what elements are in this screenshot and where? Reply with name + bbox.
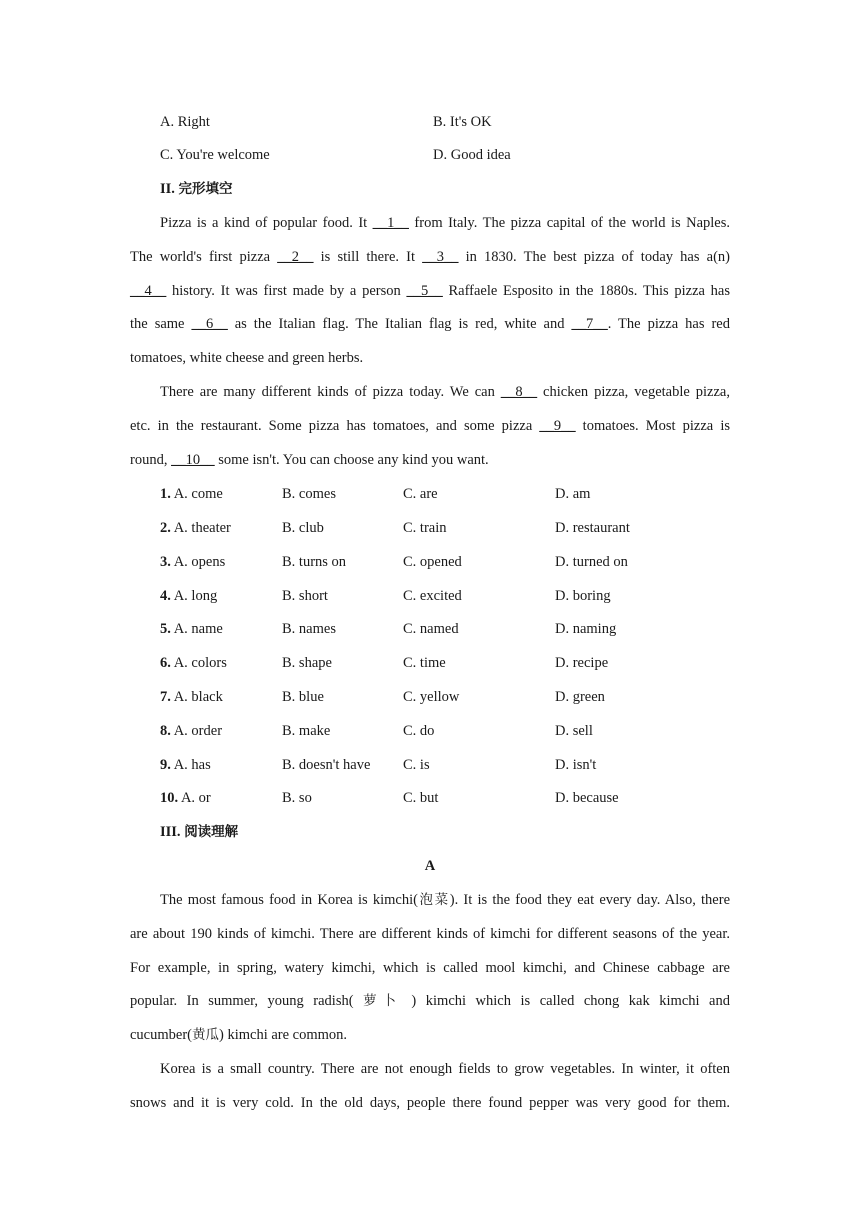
option-c: C. time bbox=[403, 655, 446, 671]
option-d: D. turned on bbox=[555, 554, 628, 570]
section-3-numeral: III. bbox=[160, 824, 181, 840]
option-c: C. but bbox=[403, 790, 439, 806]
section-2-numeral: II. bbox=[160, 181, 175, 197]
option-d: D. isn't bbox=[555, 757, 597, 773]
option-d: D. am bbox=[555, 486, 591, 502]
option-b: B. make bbox=[282, 723, 331, 739]
option-a: A. name bbox=[173, 621, 223, 637]
option-a: A. come bbox=[173, 486, 223, 502]
option-b: B. names bbox=[282, 621, 336, 637]
blank-6: __6__ bbox=[191, 316, 228, 332]
reading-line-1: The most famous food in Korea is kimchi(泡菜). It is the food they eat every day. Also, there bbox=[160, 892, 731, 908]
option-d: D. sell bbox=[555, 723, 593, 739]
question-number: 4. bbox=[160, 588, 171, 604]
option-a: A. black bbox=[173, 689, 223, 705]
option-a: A. opens bbox=[173, 554, 226, 570]
prev-option-c: C. You're welcome bbox=[160, 147, 270, 163]
reading-line-3: For example, in spring, watery kimchi, which is called mool kimchi, and Chinese cabbage are bbox=[130, 960, 730, 976]
cloze-line-2: The world's first pizza __2__ is still there. It __3__ in 1830. The best pizza of today has a(n) bbox=[130, 249, 731, 265]
section-3-heading bbox=[160, 822, 238, 842]
option-a: A. long bbox=[173, 588, 218, 604]
option-b: B. shape bbox=[282, 655, 332, 671]
cloze-line-5: tomatoes, white cheese and green herbs. bbox=[130, 350, 364, 366]
cloze-line-7: etc. in the restaurant. Some pizza has tomatoes, and some pizza __9__ tomatoes. Most pizza is bbox=[130, 418, 730, 434]
question-number: 6. bbox=[160, 655, 171, 671]
blank-2: __2__ bbox=[277, 249, 314, 265]
question-number: 2. bbox=[160, 520, 171, 536]
section-2-heading bbox=[160, 179, 233, 199]
option-a: A. or bbox=[180, 790, 211, 806]
blank-10: __10__ bbox=[171, 452, 215, 468]
option-b: B. so bbox=[282, 790, 312, 806]
option-d: D. naming bbox=[555, 621, 617, 637]
section-3-title: 阅读理解 bbox=[184, 824, 239, 840]
question-number: 3. bbox=[160, 554, 171, 570]
blank-7: __7__ bbox=[571, 316, 608, 332]
option-b: B. doesn't have bbox=[282, 757, 371, 773]
option-c: C. yellow bbox=[403, 689, 460, 705]
option-c: C. opened bbox=[403, 554, 462, 570]
option-a: A. theater bbox=[173, 520, 231, 536]
reading-line-2: are about 190 kinds of kimchi. There are different kinds of kimchi for different seasons of the year. bbox=[130, 926, 730, 942]
reading-line-4: popular. In summer, young radish( 萝卜 ) kimchi which is called chong kak kimchi and bbox=[130, 993, 730, 1009]
option-b: B. turns on bbox=[282, 554, 347, 570]
question-number: 1. bbox=[160, 486, 171, 502]
option-d: D. boring bbox=[555, 588, 611, 604]
option-c: C. named bbox=[403, 621, 459, 637]
option-a: A. colors bbox=[173, 655, 227, 671]
option-c: C. do bbox=[403, 723, 435, 739]
blank-5: __5__ bbox=[406, 283, 443, 299]
question-number: 8. bbox=[160, 723, 171, 739]
prev-option-b: B. It's OK bbox=[433, 114, 492, 130]
question-number: 5. bbox=[160, 621, 171, 637]
cloze-line-3: __4__ history. It was first made by a person __5__ Raffaele Esposito in the 1880s. This pizza has bbox=[130, 283, 730, 299]
option-a: A. order bbox=[173, 723, 223, 739]
prev-option-d: D. Good idea bbox=[433, 147, 511, 163]
cloze-line-8: round, __10__ some isn't. You can choose any kind you want. bbox=[130, 452, 489, 468]
option-d: D. restaurant bbox=[555, 520, 630, 536]
reading-line-5: cucumber(黄瓜) kimchi are common. bbox=[130, 1027, 348, 1043]
option-d: D. recipe bbox=[555, 655, 609, 671]
option-c: C. are bbox=[403, 486, 438, 502]
option-a: A. has bbox=[173, 757, 211, 773]
option-c: C. is bbox=[403, 757, 430, 773]
reading-line-6: Korea is a small country. There are not enough fields to grow vegetables. In winter, it often bbox=[160, 1061, 730, 1077]
blank-8: __8__ bbox=[500, 384, 538, 400]
blank-9: __9__ bbox=[539, 418, 576, 434]
option-b: B. club bbox=[282, 520, 324, 536]
passage-label: A bbox=[424, 858, 436, 874]
section-2-title: 完形填空 bbox=[178, 181, 233, 197]
option-c: C. train bbox=[403, 520, 447, 536]
option-d: D. green bbox=[555, 689, 605, 705]
prev-option-a: A. Right bbox=[160, 114, 210, 130]
reading-line-7: snows and it is very cold. In the old days, people there found pepper was very good for them. bbox=[130, 1095, 730, 1111]
blank-4: __4__ bbox=[130, 283, 167, 299]
cloze-line-1: Pizza is a kind of popular food. It __1__ from Italy. The pizza capital of the world is Naples. bbox=[160, 215, 730, 231]
question-number: 9. bbox=[160, 757, 171, 773]
option-b: B. comes bbox=[282, 486, 336, 502]
option-b: B. short bbox=[282, 588, 328, 604]
option-b: B. blue bbox=[282, 689, 324, 705]
blank-1: __1__ bbox=[372, 215, 409, 231]
question-number: 10. bbox=[160, 790, 179, 806]
option-d: D. because bbox=[555, 790, 619, 806]
blank-3: __3__ bbox=[422, 249, 459, 265]
cloze-line-6: There are many different kinds of pizza today. We can __8__ chicken pizza, vegetable pizza, bbox=[160, 384, 730, 400]
option-c: C. excited bbox=[403, 588, 462, 604]
question-number: 7. bbox=[160, 689, 171, 705]
cloze-line-4: the same __6__ as the Italian flag. The Italian flag is red, white and __7__. The pizza has red bbox=[130, 316, 730, 332]
